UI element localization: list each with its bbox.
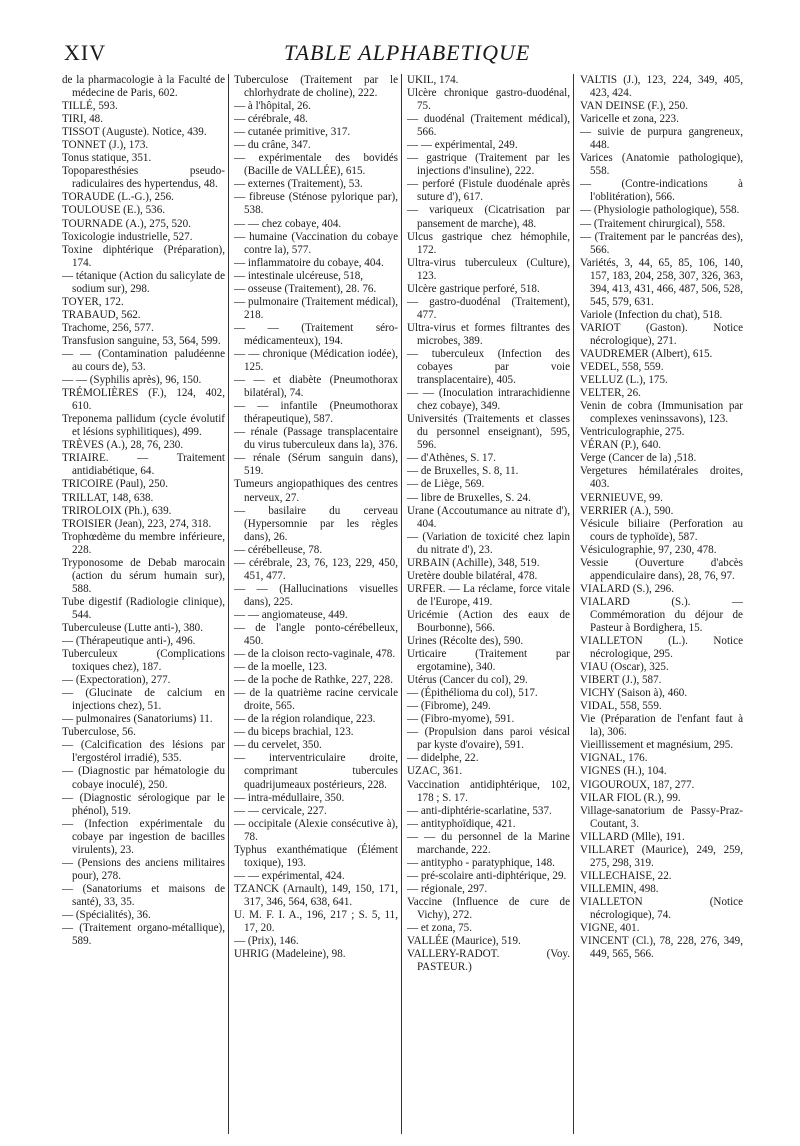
index-entry: — gastrique (Traitement par les injections d'insuline), 222. <box>407 152 570 178</box>
index-entry: Urines (Récolte des), 590. <box>407 635 524 648</box>
index-entry: Ultra-virus tuberculeux (Culture), 123. <box>407 256 570 282</box>
index-column-3 <box>407 74 570 1134</box>
index-entry: — (Physiologie pathologique), 558. <box>580 204 740 217</box>
index-entry: — suivie de purpura gangreneux, 448. <box>580 126 743 152</box>
index-entry: — cutanée primitive, 317. <box>234 126 351 139</box>
index-entry: TROISIER (Jean), 223, 274, 318. <box>62 517 212 530</box>
index-entry: TRILLAT, 148, 638. <box>62 491 154 504</box>
index-entry: — — cervicale, 227. <box>234 804 327 817</box>
index-entry: — interventriculaire droite, comprimant tubercules quadrijumeaux postérieurs, 228. <box>234 752 398 791</box>
index-entry: — cérébrale, 23, 76, 123, 229, 450, 451, 477. <box>234 556 398 582</box>
index-entry: — (Glucinate de calcium en injections chez), 51. <box>62 687 225 713</box>
index-entry: — à l'hôpital, 26. <box>234 100 311 113</box>
index-entry: — intra-médullaire, 350. <box>234 791 345 804</box>
index-entry: VAUDREMER (Albert), 615. <box>580 347 713 360</box>
index-entry: — régionale, 297. <box>407 882 488 895</box>
index-entry: de la pharmacologie à la Faculté de médecine de Paris, 602. <box>62 74 225 100</box>
index-entry: VARIOT (Gaston). Notice nécrologique), 271. <box>580 321 743 347</box>
index-entry: VIAU (Oscar), 325. <box>580 661 669 674</box>
index-entry: Uricémie (Action des eaux de Bourbonne), 566. <box>407 608 570 634</box>
index-entry: Urticaire (Traitement par ergotamine), 340. <box>407 648 570 674</box>
index-entry: — — chronique (Médication iodée), 125. <box>234 347 398 374</box>
index-entry: Trophœdème du membre inférieure, 228. <box>62 530 225 556</box>
index-entry: TRÈVES (A.), 28, 76, 230. <box>62 439 184 452</box>
index-entry: — antitypho - paratyphique, 148. <box>407 856 555 869</box>
index-entry: VILLEMIN, 498. <box>580 882 659 895</box>
index-entry: — expérimentale des bovidés (Bacille de VALLÉE), 615. <box>234 152 398 178</box>
index-entry: Typhus exanthématique (Élément toxique), 193. <box>234 843 398 869</box>
index-entry: UKIL, 174. <box>407 74 459 86</box>
index-entry: — intestinale ulcéreuse, 518, <box>234 269 364 282</box>
index-entry: — de Liège, 569. <box>407 478 485 491</box>
index-entry: Transfusion sanguine, 53, 564, 599. <box>62 334 221 347</box>
index-entry: Village-sanatorium de Passy-Praz-Coutant, 3. <box>580 804 743 830</box>
index-entry: — (Traitement chirurgical), 558. <box>580 217 726 230</box>
index-entry: — (Contre-indications à l'oblitération), 566. <box>580 178 743 204</box>
index-entry: — (Pensions des anciens militaires pour), 278. <box>62 856 225 882</box>
index-entry: TOYER, 172. <box>62 295 124 308</box>
index-entry: — du cervelet, 350. <box>234 739 322 752</box>
index-entry: VELTER, 26. <box>580 387 641 400</box>
index-entry: VIGNE, 401. <box>580 922 640 935</box>
index-entry: — — infantile (Pneumothorax thérapeutique), 587. <box>234 400 398 426</box>
index-entry: — anti-diphtérie-scarlatine, 537. <box>407 804 552 817</box>
index-entry: — rénale (Passage transplacentaire du virus tuberculeux dans la), 376. <box>234 426 398 452</box>
index-entry: — de la poche de Rathke, 227, 228. <box>234 674 393 687</box>
index-entry: Vaccine (Influence de cure de Vichy), 272. <box>407 895 570 921</box>
index-entry: Tube digestif (Radiologie clinique), 544. <box>62 595 225 621</box>
index-entry: — de l'angle ponto-cérébelleux, 450. <box>234 621 398 648</box>
index-entry: URBAIN (Achille), 348, 519. <box>407 556 540 569</box>
index-entry: VIALLETON (Notice nécrologique), 74. <box>580 895 743 921</box>
index-entry: Varices (Anatomie pathologique), 558. <box>580 152 743 178</box>
index-entry: VEDEL, 558, 559. <box>580 361 664 374</box>
index-entry: — tétanique (Action du salicylate de sodium sur), 298. <box>62 269 225 295</box>
index-entry: TONNET (J.), 173. <box>62 139 149 152</box>
index-entry: — rénale (Sérum sanguin dans), 519. <box>234 452 398 478</box>
index-entry: — — (Syphilis après), 96, 150. <box>62 374 202 387</box>
index-entry: UZAC, 361. <box>407 765 463 778</box>
index-entry: — variqueux (Cicatrisation par pansement de marche), 48. <box>407 204 570 230</box>
index-entry: Vaccination antidiphtérique, 102, 178 ; S. 17. <box>407 778 570 804</box>
index-entry: — — (Traitement séro-médicamenteux), 194. <box>234 321 398 347</box>
index-entry: — fibreuse (Sténose pylorique par), 538. <box>234 191 398 217</box>
index-entry: VIGNES (H.), 104. <box>580 765 667 778</box>
index-entry: — — expérimental, 249. <box>407 139 518 152</box>
index-entry: UHRIG (Madeleine), 98. <box>234 948 346 961</box>
index-entry: VALTIS (J.), 123, 224, 349, 405, 423, 424. <box>580 74 743 100</box>
index-entry: — (Expectoration), 277. <box>62 674 171 687</box>
index-entry: Urane (Accoutumance au nitrate d'), 404. <box>407 504 570 530</box>
index-entry: Trachome, 256, 577. <box>62 321 154 334</box>
index-entry: — du biceps brachial, 123. <box>234 726 354 739</box>
index-entry: — (Variation de toxicité chez lapin du nitrate d'), 23. <box>407 530 570 556</box>
index-entry: — libre de Bruxelles, S. 24. <box>407 491 531 504</box>
index-entry: Ulcus gastrique chez hémophile, 172. <box>407 230 570 256</box>
index-entry: VIGOUROUX, 187, 277. <box>580 778 695 791</box>
index-entry: — cérébrale, 48. <box>234 113 308 126</box>
index-entry: — — chez cobaye, 404. <box>234 217 342 230</box>
index-entry: Topoparesthésies pseudo-radiculaires des hypertendus, 48. <box>62 165 225 191</box>
index-entry: TISSOT (Auguste). Notice, 439. <box>62 126 207 139</box>
index-entry: — (Sanatoriums et maisons de santé), 33, 35. <box>62 882 225 908</box>
index-entry: — humaine (Vaccination du cobaye contre la), 577. <box>234 230 398 256</box>
index-entry: — (Diagnostic par hématologie du cobaye inoculé), 250. <box>62 765 225 791</box>
index-entry: VELLUZ (L.), 175. <box>580 374 668 387</box>
index-entry: VIDAL, 558, 559. <box>580 700 662 713</box>
index-entry: URFER. — La réclame, force vitale de l'Europe, 419. <box>407 582 570 608</box>
index-entry: — (Fibrome), 249. <box>407 700 491 713</box>
index-entry: Ulcère chronique gastro-duodénal, 75. <box>407 87 570 113</box>
index-entry: TRIROLOIX (Ph.), 639. <box>62 504 172 517</box>
index-entry: TZANCK (Arnault), 149, 150, 171, 317, 346, 564, 638, 641. <box>234 882 398 908</box>
index-entry: VALLÉE (Maurice), 519. <box>407 935 521 948</box>
index-entry: Tuberculose (Traitement par le chlorhydrate de choline), 222. <box>234 74 398 100</box>
index-entry: — inflammatoire du cobaye, 404. <box>234 256 384 269</box>
index-entry: VIALARD (S.), 296. <box>580 582 674 595</box>
index-entry: VIALARD (S.). — Commémoration du déjour de Pasteur à Bordighera, 15. <box>580 595 743 634</box>
index-entry: Ventriculographie, 275. <box>580 426 685 439</box>
index-entry: — pulmonaire (Traitement médical), 218. <box>234 295 398 321</box>
index-columns <box>62 74 772 1134</box>
index-entry: TORAUDE (L.-G.), 256. <box>62 191 174 204</box>
index-entry: Treponema pallidum (cycle évolutif et lésions syphilitiques), 499. <box>62 413 225 439</box>
index-entry: — (Propulsion dans paroi vésical par kyste d'ovaire), 591. <box>407 726 570 752</box>
index-entry: — de la quatrième racine cervicale droite, 565. <box>234 687 398 713</box>
index-entry: VIBERT (J.), 587. <box>580 674 662 687</box>
index-entry: TRÉMOLIÈRES (F.), 124, 402, 610. <box>62 387 225 413</box>
page-number: XIV <box>64 40 107 65</box>
index-entry: VIGNAL, 176. <box>580 752 648 765</box>
index-entry: Toxicologie industrielle, 527. <box>62 230 193 243</box>
index-entry: — tuberculeux (Infection des cobayes par voie transplacentaire), 405. <box>407 347 570 387</box>
index-entry: VIALLETON (L.). Notice nécrologique, 295. <box>580 635 743 661</box>
index-entry: TOULOUSE (E.), 536. <box>62 204 166 217</box>
index-entry: TRIAIRE. — Traitement antidiabétique, 64. <box>62 452 225 478</box>
index-entry: VINCENT (Cl.), 78, 228, 276, 349, 449, 565, 566. <box>580 935 743 961</box>
index-entry: TRICOIRE (Paul), 250. <box>62 478 168 491</box>
index-entry: VÉRAN (P.), 640. <box>580 439 662 452</box>
index-entry: — (Calcification des lésions par l'ergostérol irradié), 535. <box>62 739 225 765</box>
index-entry: Tuberculeuse (Lutte anti-), 380. <box>62 621 204 634</box>
index-entry: Tumeurs angiopathiques des centres nerveux, 27. <box>234 478 398 504</box>
index-entry: — cérébelleuse, 78. <box>234 543 323 556</box>
index-entry: VICHY (Saison à), 460. <box>580 687 688 700</box>
index-entry: — de la moelle, 123. <box>234 661 328 674</box>
index-entry: — (Fibro-myome), 591. <box>407 713 515 726</box>
index-entry: Ultra-virus et formes filtrantes des microbes, 389. <box>407 321 570 347</box>
index-entry: Variole (Infection du chat), 518. <box>580 308 723 321</box>
index-entry: VILLARET (Maurice), 249, 259, 275, 298, 319. <box>580 843 743 869</box>
index-entry: — — angiomateuse, 449. <box>234 608 348 621</box>
index-entry: — duodénal (Traitement médical), 566. <box>407 113 570 139</box>
index-entry: Tuberculeux (Complications toxiques chez), 187. <box>62 648 225 674</box>
index-column-1 <box>62 74 225 1134</box>
index-entry: — (Prix), 146. <box>234 935 299 948</box>
index-entry: — externes (Traitement), 53. <box>234 178 363 191</box>
index-entry: — du crâne, 347. <box>234 139 311 152</box>
index-entry: — occipitale (Alexie consécutive à), 78. <box>234 817 398 843</box>
index-entry: TOURNADE (A.), 275, 520. <box>62 217 191 230</box>
index-entry: — de Bruxelles, S. 8, 11. <box>407 465 519 478</box>
index-entry: — — (Hallucinations visuelles dans), 225. <box>234 582 398 608</box>
index-entry: — — du personnel de la Marine marchande, 222. <box>407 830 570 856</box>
index-entry: VAN DEINSE (F.), 250. <box>580 100 688 113</box>
index-entry: Variétés, 3, 44, 65, 85, 106, 140, 157, 183, 204, 258, 307, 326, 363, 394, 413, 431, 466, 487, 506, 528, 545, 579, 631. <box>580 256 743 308</box>
index-entry: — pré-scolaire anti-diphtérique, 29. <box>407 869 567 882</box>
index-entry: VALLERY-RADOT. (Voy. PASTEUR.) <box>407 948 570 974</box>
index-entry: Vie (Préparation de l'enfant faut à la), 306. <box>580 713 743 739</box>
index-entry: — (Thérapeutique anti-), 496. <box>62 635 196 648</box>
index-entry: Vésicule biliaire (Perforation au cours de typhoïde), 587. <box>580 517 743 543</box>
index-entry: Vieillissement et magnésium, 295. <box>580 739 734 752</box>
index-entry: — (Infection expérimentale du cobaye par ingestion de bacilles virulents), 23. <box>62 817 225 856</box>
index-entry: — et zona, 75. <box>407 922 473 935</box>
index-entry: VILAR FIOL (R.), 99. <box>580 791 681 804</box>
index-entry: TILLÉ, 593. <box>62 100 118 113</box>
index-entry: Uretère double bilatéral, 478. <box>407 569 538 582</box>
index-entry: Tonus statique, 351. <box>62 152 152 165</box>
index-entry: TIRI, 48. <box>62 113 103 126</box>
index-entry: — gastro-duodénal (Traitement), 477. <box>407 295 570 321</box>
index-entry: Verge (Cancer de la) ,518. <box>580 452 697 465</box>
index-entry: — basilaire du cerveau (Hypersomnie par les règles dans), 26. <box>234 504 398 543</box>
index-entry: Tuberculose, 56. <box>62 726 136 739</box>
index-entry: — perforé (Fistule duodénale après suture d'), 617. <box>407 178 570 204</box>
index-entry: — — (Inoculation intrarachidienne chez cobaye), 349. <box>407 387 570 413</box>
index-entry: U. M. F. I. A., 196, 217 ; S. 5, 11, 17, 20. <box>234 909 398 935</box>
index-entry: VERNIEUVE, 99. <box>580 491 663 504</box>
index-entry: Utérus (Cancer du col), 29. <box>407 674 528 687</box>
index-entry: VILLECHAISE, 22. <box>580 869 672 882</box>
index-entry: Vergetures hémilatérales droites, 403. <box>580 465 743 491</box>
index-entry: Universités (Traitements et classes du personnel enseignant), 595, 596. <box>407 413 570 452</box>
index-entry: — (Épithélioma du col), 517. <box>407 687 538 700</box>
index-entry: Vésiculographie, 97, 230, 478. <box>580 543 717 556</box>
index-entry: — (Diagnostic sérologique par le phénol), 519. <box>62 791 225 817</box>
index-entry: — — et diabète (Pneumothorax bilatéral), 74. <box>234 374 398 400</box>
index-column-4 <box>580 74 743 1134</box>
index-entry: Vessie (Ouverture d'abcès appendiculaire dans), 28, 76, 97. <box>580 556 743 582</box>
index-entry: — (Spécialités), 36. <box>62 909 151 921</box>
index-entry: — — (Contamination paludéenne au cours de), 53. <box>62 347 225 374</box>
index-entry: — antityphoïdique, 421. <box>407 817 516 830</box>
index-entry: Tryponosome de Debab marocain (action du sérum humain sur), 588. <box>62 556 225 595</box>
index-entry: VERRIER (A.), 590. <box>580 504 674 517</box>
index-entry: — de la cloison recto-vaginale, 478. <box>234 648 396 661</box>
index-entry: Toxine diphtérique (Préparation), 174. <box>62 243 225 269</box>
index-entry: TRABAUD, 562. <box>62 308 141 321</box>
index-entry: VILLARD (Mlle), 191. <box>580 830 685 843</box>
index-entry: — de la région rolandique, 223. <box>234 713 376 726</box>
index-entry: — — expérimental, 424. <box>234 869 345 882</box>
index-entry: — d'Athènes, S. 17. <box>407 452 496 465</box>
index-entry: Varicelle et zona, 223. <box>580 113 679 126</box>
index-column-2 <box>234 74 398 1134</box>
index-entry: — pulmonaires (Sanatoriums) 11. <box>62 713 213 726</box>
page-title: TABLE ALPHABETIQUE <box>284 40 531 65</box>
index-entry: — osseuse (Traitement), 28. 76. <box>234 282 377 295</box>
index-entry: — (Traitement par le pancréas des), 566. <box>580 230 743 256</box>
index-entry: Ulcère gastrique perforé, 518. <box>407 282 540 295</box>
index-entry: — (Traitement organo-métallique), 589. <box>62 922 225 948</box>
index-entry: — didelphe, 22. <box>407 752 479 765</box>
index-entry: Venin de cobra (Immunisation par complexes veninssavons), 123. <box>580 400 743 426</box>
